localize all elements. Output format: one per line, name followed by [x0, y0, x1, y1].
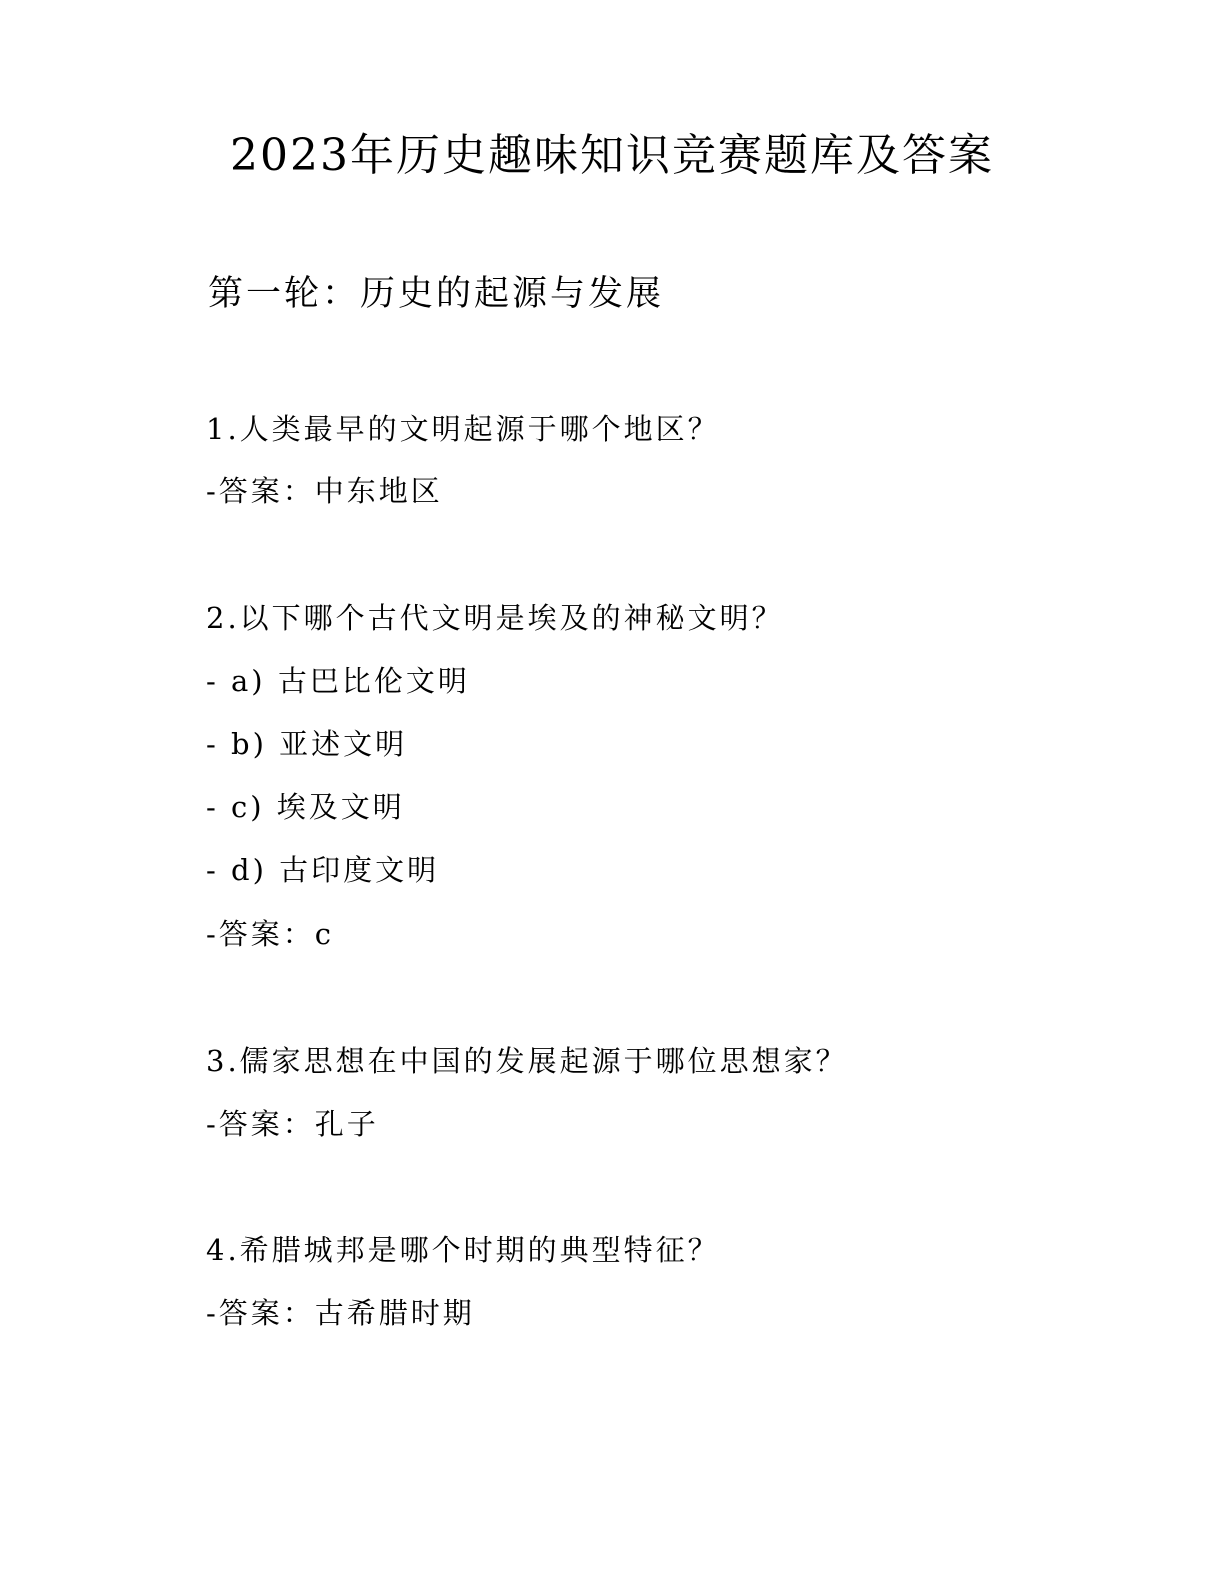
option-d: - d) 古印度文明: [206, 853, 440, 887]
answer-4: -答案：古希腊时期: [206, 1296, 475, 1330]
document-title: 2023年历史趣味知识竞赛题库及答案: [230, 130, 994, 181]
answer-3: -答案：孔子: [206, 1107, 379, 1141]
question-2: 2.以下哪个古代文明是埃及的神秘文明？: [206, 601, 784, 635]
question-4: 4.希腊城邦是哪个时期的典型特征？: [206, 1233, 720, 1267]
question-1: 1.人类最早的文明起源于哪个地区？: [206, 412, 720, 446]
option-c: - c) 埃及文明: [206, 790, 405, 824]
option-a: - a) 古巴比伦文明: [206, 664, 470, 698]
option-b: - b) 亚述文明: [206, 727, 408, 761]
answer-1: -答案：中东地区: [206, 474, 443, 508]
question-3: 3.儒家思想在中国的发展起源于哪位思想家？: [206, 1044, 848, 1078]
answer-2: -答案：c: [206, 917, 335, 951]
section-title: 第一轮：历史的起源与发展: [208, 274, 665, 314]
